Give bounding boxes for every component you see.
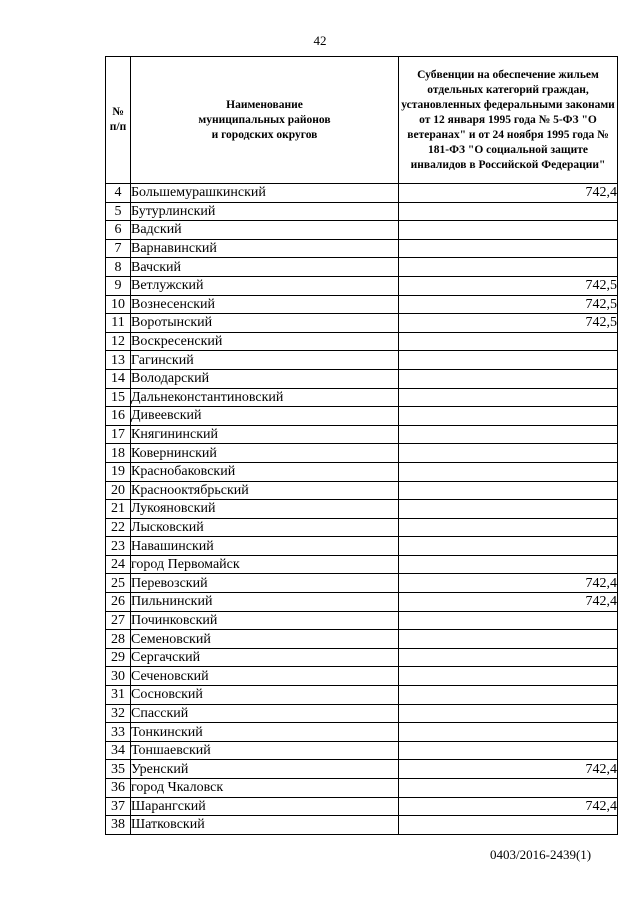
municipality-name: Сергачский	[131, 648, 399, 667]
row-number: 4	[106, 184, 131, 203]
municipality-name: Ветлужский	[131, 276, 399, 295]
municipality-name: Большемурашкинский	[131, 184, 399, 203]
municipality-name: Княгининский	[131, 425, 399, 444]
municipality-name: город Чкаловск	[131, 779, 399, 798]
row-number: 6	[106, 221, 131, 240]
row-number: 22	[106, 518, 131, 537]
table-row	[106, 462, 618, 481]
municipality-name: Навашинский	[131, 537, 399, 556]
row-number: 31	[106, 686, 131, 705]
subsidy-value	[399, 462, 618, 481]
subsidy-value	[399, 555, 618, 574]
subsidy-value: 742,4	[399, 797, 618, 816]
subsidy-value	[399, 425, 618, 444]
row-number: 17	[106, 425, 131, 444]
row-number: 10	[106, 295, 131, 314]
table-body	[106, 184, 618, 835]
row-number: 16	[106, 407, 131, 426]
row-number: 9	[106, 276, 131, 295]
table-row	[106, 760, 618, 779]
municipality-name: Воскресенский	[131, 332, 399, 351]
row-number: 35	[106, 760, 131, 779]
municipality-name: Спасский	[131, 704, 399, 723]
subsidy-value	[399, 444, 618, 463]
table-row	[106, 500, 618, 519]
subsidy-value	[399, 202, 618, 221]
subsidy-value	[399, 611, 618, 630]
row-number: 25	[106, 574, 131, 593]
row-number: 11	[106, 314, 131, 333]
row-number: 13	[106, 351, 131, 370]
table-row	[106, 332, 618, 351]
table-row	[106, 184, 618, 203]
table-row	[106, 611, 618, 630]
subsidy-value	[399, 500, 618, 519]
row-number: 29	[106, 648, 131, 667]
municipality-name: Дальнеконстантиновский	[131, 388, 399, 407]
subsidy-value	[399, 816, 618, 835]
table-row	[106, 686, 618, 705]
municipality-name: Ковернинский	[131, 444, 399, 463]
municipality-name: Тоншаевский	[131, 741, 399, 760]
subsidy-value	[399, 648, 618, 667]
table-row	[106, 630, 618, 649]
subsidy-value	[399, 332, 618, 351]
subsidy-value	[399, 518, 618, 537]
municipality-name: Починковский	[131, 611, 399, 630]
table-row	[106, 481, 618, 500]
header-subsidy: Субвенции на обеспечение жильем отдельных категорий граждан, установленных федеральными законами от 12 января 1995 года № 5-ФЗ "О ветеранах" и от 24 ноября 1995 года № 181-ФЗ "О социальной защите инвалидов в Российской Федерации"	[399, 57, 618, 184]
table-row	[106, 388, 618, 407]
municipality-name: Лукояновский	[131, 500, 399, 519]
table-row	[106, 407, 618, 426]
table-row	[106, 741, 618, 760]
municipality-name: Володарский	[131, 369, 399, 388]
row-number: 7	[106, 239, 131, 258]
table-row	[106, 314, 618, 333]
table-header-row	[106, 57, 618, 184]
municipality-name: Варнавинский	[131, 239, 399, 258]
municipality-name: Сосновский	[131, 686, 399, 705]
row-number: 37	[106, 797, 131, 816]
subsidy-value	[399, 779, 618, 798]
subsidy-table	[105, 56, 618, 835]
row-number: 12	[106, 332, 131, 351]
municipality-name: Краснооктябрьский	[131, 481, 399, 500]
municipality-name: Тонкинский	[131, 723, 399, 742]
subsidy-value: 742,4	[399, 574, 618, 593]
subsidy-value: 742,4	[399, 760, 618, 779]
row-number: 23	[106, 537, 131, 556]
row-number: 33	[106, 723, 131, 742]
subsidy-value	[399, 630, 618, 649]
table-row	[106, 555, 618, 574]
table-row	[106, 667, 618, 686]
table-row	[106, 648, 618, 667]
subsidy-value	[399, 369, 618, 388]
subsidy-value	[399, 537, 618, 556]
subsidy-value	[399, 258, 618, 277]
row-number: 26	[106, 593, 131, 612]
table-row	[106, 797, 618, 816]
row-number: 27	[106, 611, 131, 630]
subsidy-value	[399, 407, 618, 426]
subsidy-value: 742,4	[399, 184, 618, 203]
municipality-name: Уренский	[131, 760, 399, 779]
row-number: 15	[106, 388, 131, 407]
municipality-name: Шатковский	[131, 816, 399, 835]
table-row	[106, 295, 618, 314]
subsidy-value	[399, 741, 618, 760]
municipality-name: Вадский	[131, 221, 399, 240]
page-number: 42	[313, 33, 327, 48]
subsidy-value	[399, 667, 618, 686]
subsidy-value	[399, 388, 618, 407]
table-row	[106, 221, 618, 240]
table-row	[106, 239, 618, 258]
table-row	[106, 723, 618, 742]
municipality-name: Перевозский	[131, 574, 399, 593]
table-row	[106, 518, 618, 537]
subsidy-value	[399, 221, 618, 240]
subsidy-value	[399, 686, 618, 705]
table-row	[106, 202, 618, 221]
row-number: 36	[106, 779, 131, 798]
row-number: 34	[106, 741, 131, 760]
municipality-name: Бутурлинский	[131, 202, 399, 221]
municipality-name: Дивеевский	[131, 407, 399, 426]
municipality-name: Воротынский	[131, 314, 399, 333]
table-row	[106, 444, 618, 463]
table-row	[106, 704, 618, 723]
table-row	[106, 351, 618, 370]
row-number: 24	[106, 555, 131, 574]
row-number: 14	[106, 369, 131, 388]
municipality-name: Лысковский	[131, 518, 399, 537]
row-number: 32	[106, 704, 131, 723]
municipality-name: Гагинский	[131, 351, 399, 370]
municipality-name: город Первомайск	[131, 555, 399, 574]
municipality-name: Вачский	[131, 258, 399, 277]
table-row	[106, 574, 618, 593]
subsidy-value	[399, 723, 618, 742]
row-number: 38	[106, 816, 131, 835]
table-row	[106, 425, 618, 444]
subsidy-value	[399, 481, 618, 500]
subsidy-value: 742,5	[399, 276, 618, 295]
table-row	[106, 369, 618, 388]
header-number: № п/п	[106, 57, 131, 184]
municipality-name: Шарангский	[131, 797, 399, 816]
table-row	[106, 779, 618, 798]
row-number: 21	[106, 500, 131, 519]
subsidy-value	[399, 239, 618, 258]
row-number: 18	[106, 444, 131, 463]
table-row	[106, 537, 618, 556]
row-number: 28	[106, 630, 131, 649]
table-row	[106, 276, 618, 295]
document-code: 0403/2016-2439(1)	[490, 847, 592, 862]
municipality-name: Сеченовский	[131, 667, 399, 686]
row-number: 5	[106, 202, 131, 221]
table-row	[106, 593, 618, 612]
row-number: 20	[106, 481, 131, 500]
table-row	[106, 258, 618, 277]
table-row	[106, 816, 618, 835]
row-number: 8	[106, 258, 131, 277]
municipality-name: Семеновский	[131, 630, 399, 649]
municipality-name: Пильнинский	[131, 593, 399, 612]
subsidy-value: 742,5	[399, 314, 618, 333]
subsidy-value: 742,5	[399, 295, 618, 314]
municipality-name: Краснобаковский	[131, 462, 399, 481]
row-number: 19	[106, 462, 131, 481]
subsidy-value	[399, 351, 618, 370]
row-number: 30	[106, 667, 131, 686]
subsidy-value	[399, 704, 618, 723]
header-municipality-name: Наименование муниципальных районов и городских округов	[131, 57, 399, 184]
municipality-name: Вознесенский	[131, 295, 399, 314]
subsidy-value: 742,4	[399, 593, 618, 612]
